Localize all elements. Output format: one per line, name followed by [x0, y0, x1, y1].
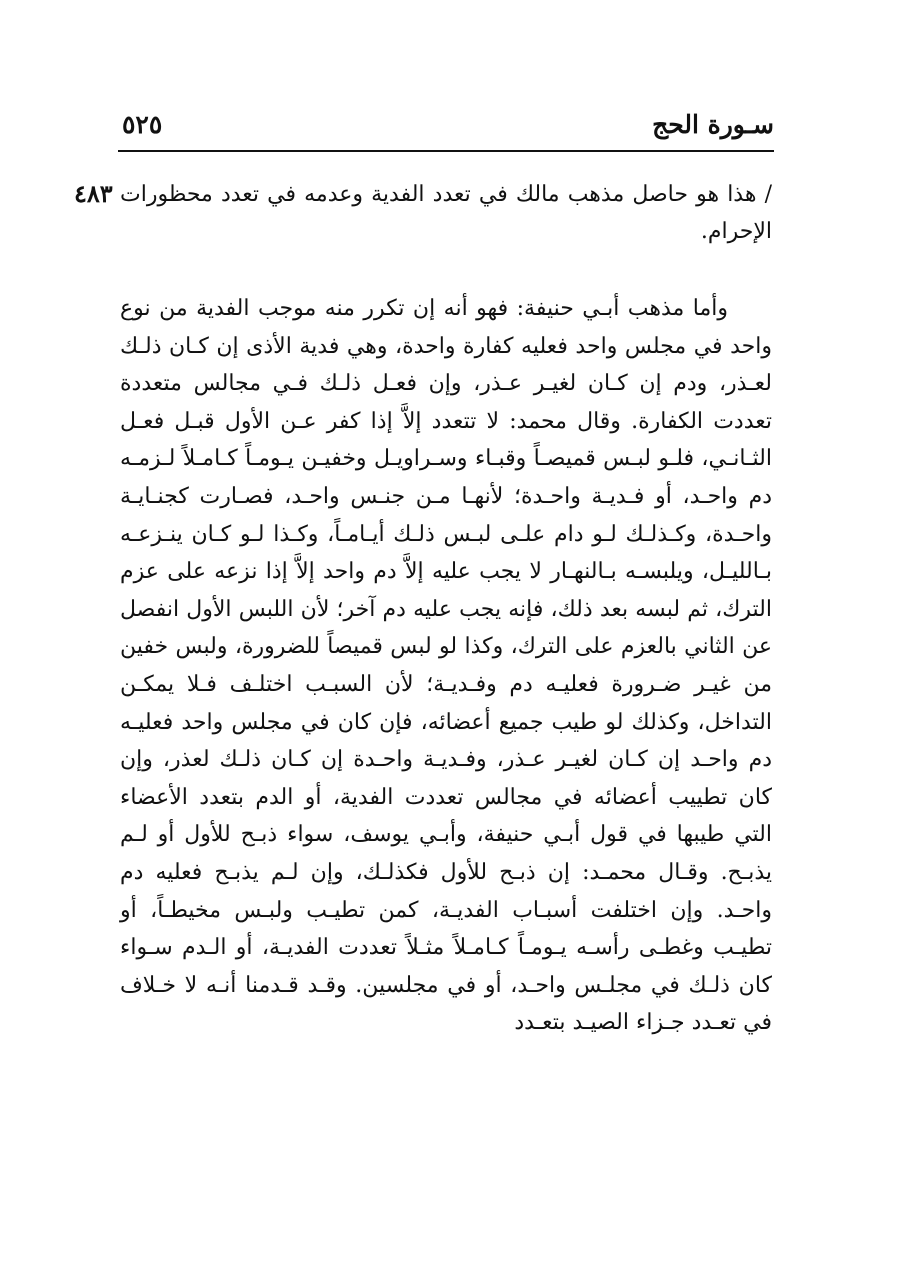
main-paragraph: وأما مذهب أبـي حنيفة: فهو أنه إن تكرر منه موجب الفدية من نوع واحد في مجلس واحد فعليه كفارة واحدة، وهي فدية الأذى إن كـان ذلـك لعـذر، ودم إن كـان لغيـر عـذر، وإن فعـل ذلـك فـي مجالس متعددة تعددت الكفارة. وقال محمد: لا تتعدد إلاَّ إذا كفر عـن الأول قبـل فعـل الثـانـي، فلـو لبـس قميصـاً وقبـاء وسـراويـل وخفيـن يـومـاً كـامـلاً لـزمـه دم واحـد، أو فـديـة واحـدة؛ لأنهـا مـن جنـس واحـد، فصـارت كجنـايـة واحـدة، وكـذلـك لـو دام علـى لبـس ذلـك أيـامـاً، وكـذا لـو كـان ينـزعـه بـالليـل، ويلبسـه بـالنهـار لا يجب عليه إلاَّ دم واحد إلاَّ إذا نزعه على عزم الترك، ثم لبسه بعد ذلك، فإنه يجب عليه دم آخر؛ لأن اللبس الأول انفصل عن الثاني بالعزم على الترك، وكذا لو لبس قميصاً للضرورة، ولبس خفين من غيـر ضـرورة فعليـه دم وفـديـة؛ لأن السبـب اختلـف فـلا يمكـن التداخل، وكذلك لو طيب جميع أعضائه، فإن كان في مجلس واحد فعليـه دم واحـد إن كـان لغيـر عـذر، وفـديـة واحـدة إن كـان ذلـك لعذر، وإن كان تطييب أعضائه في مجالس تعددت الفدية، أو الدم بتعدد الأعضاء التي طيبها في قول أبـي حنيفة، وأبـي يوسف، سواء ذبـح للأول أو لـم يذبـح. وقـال محمـد: إن ذبـح للأول فكذلـك، وإن لـم يذبـح فعليه دم واحـد. وإن اختلفت أسبـاب الفديـة، كمن تطيـب ولبـس مخيطـاً، أو تطيـب وغطـى رأسـه يـومـاً كـامـلاً مثـلاً تعددت الفديـة، أو الـدم سـواء كان ذلـك في مجلـس واحـد، أو في مجلسين. وقـد قـدمنا أنـه لا خـلاف في تعـدد جـزاء الصيـد بتعـدد — [120, 296, 773, 1036]
margin-reference-number: ٤٨٣ — [74, 179, 113, 208]
intro-paragraph-block — [120, 176, 772, 250]
header-divider — [118, 150, 774, 152]
page-header — [118, 104, 774, 148]
surah-title: سـورة الحج — [652, 110, 774, 139]
intro-paragraph: / هذا هو حاصل مذهب مالك في تعدد الفدية وعدمه في تعدد محظورات الإحرام. — [120, 182, 772, 244]
main-paragraph-block — [120, 290, 772, 1042]
page-number: ٥٢٥ — [122, 110, 163, 139]
